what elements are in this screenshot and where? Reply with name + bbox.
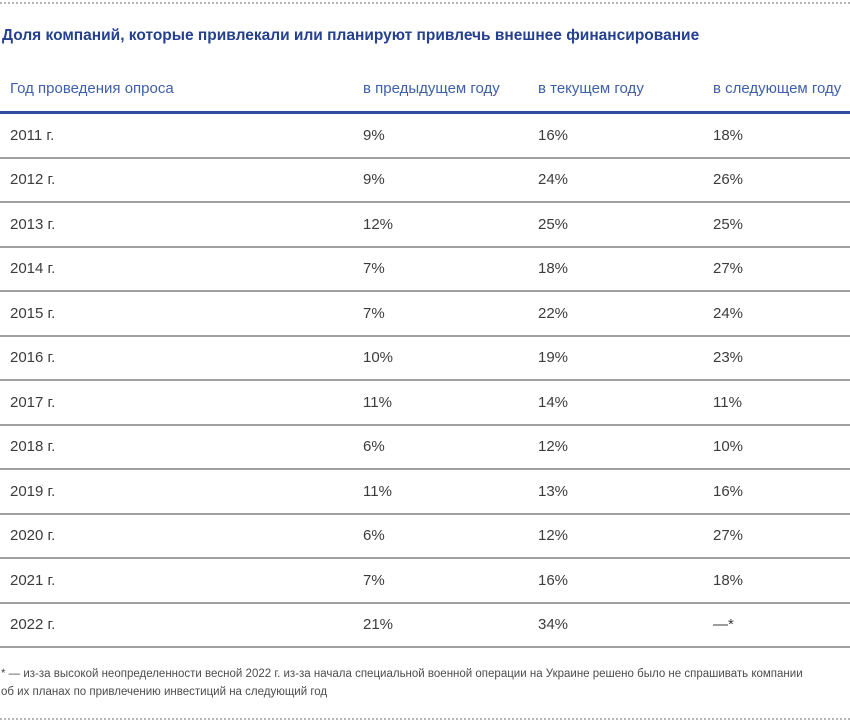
table-row (0, 336, 850, 381)
footnote-line-1: * — из-за высокой неопределенности весной 2022 г. из-за начала специальной военной операции на Украине решено было не спрашивать компании (1, 668, 803, 680)
cell-current-year: 13% (530, 469, 705, 514)
cell-current-year: 16% (530, 113, 705, 158)
cell-next-year: 24% (705, 291, 850, 336)
table-row (0, 247, 850, 292)
year-cell: 2011 г. (0, 113, 355, 158)
year-cell: 2013 г. (0, 202, 355, 247)
cell-previous-year: 11% (355, 380, 530, 425)
table-row (0, 380, 850, 425)
cell-previous-year: 6% (355, 425, 530, 470)
cell-previous-year: 12% (355, 202, 530, 247)
cell-next-year: 23% (705, 336, 850, 381)
table-row (0, 514, 850, 559)
cell-next-year: 16% (705, 469, 850, 514)
cell-previous-year: 10% (355, 336, 530, 381)
cell-previous-year: 9% (355, 158, 530, 203)
cell-current-year: 18% (530, 247, 705, 292)
year-cell: 2017 г. (0, 380, 355, 425)
table-header (0, 60, 850, 113)
year-cell: 2018 г. (0, 425, 355, 470)
cell-previous-year: 21% (355, 603, 530, 648)
year-cell: 2016 г. (0, 336, 355, 381)
cell-current-year: 12% (530, 425, 705, 470)
column-header-current-year: в текущем году (530, 60, 705, 113)
cell-next-year: 11% (705, 380, 850, 425)
cell-previous-year: 6% (355, 514, 530, 559)
footnote (1, 666, 831, 702)
cell-current-year: 19% (530, 336, 705, 381)
cell-next-year: 27% (705, 247, 850, 292)
year-cell: 2020 г. (0, 514, 355, 559)
table-title: Доля компаний, которые привлекали или планируют привлечь внешнее финансирование (2, 27, 700, 44)
year-cell: 2019 г. (0, 469, 355, 514)
cell-next-year: —* (705, 603, 850, 648)
dotted-divider-bottom (0, 718, 850, 720)
cell-next-year: 25% (705, 202, 850, 247)
header-row (0, 60, 850, 113)
cell-current-year: 22% (530, 291, 705, 336)
financing-share-table (0, 60, 850, 648)
table-row (0, 425, 850, 470)
cell-next-year: 18% (705, 558, 850, 603)
cell-next-year: 26% (705, 158, 850, 203)
table-row (0, 202, 850, 247)
table-row (0, 113, 850, 158)
table-row (0, 469, 850, 514)
year-cell: 2012 г. (0, 158, 355, 203)
cell-current-year: 34% (530, 603, 705, 648)
year-cell: 2015 г. (0, 291, 355, 336)
cell-current-year: 12% (530, 514, 705, 559)
cell-next-year: 27% (705, 514, 850, 559)
cell-previous-year: 9% (355, 113, 530, 158)
cell-previous-year: 7% (355, 247, 530, 292)
year-cell: 2014 г. (0, 247, 355, 292)
cell-current-year: 14% (530, 380, 705, 425)
cell-next-year: 18% (705, 113, 850, 158)
column-header-previous-year: в предыдущем году (355, 60, 530, 113)
table-body (0, 113, 850, 648)
cell-previous-year: 7% (355, 558, 530, 603)
cell-current-year: 16% (530, 558, 705, 603)
footnote-line-2: об их планах по привлечению инвестиций на следующий год (1, 685, 328, 698)
column-header-survey-year: Год проведения опроса (0, 60, 355, 113)
cell-previous-year: 11% (355, 469, 530, 514)
dotted-divider-top (0, 2, 850, 4)
table-row (0, 558, 850, 603)
cell-current-year: 25% (530, 202, 705, 247)
table-row (0, 158, 850, 203)
cell-current-year: 24% (530, 158, 705, 203)
cell-next-year: 10% (705, 425, 850, 470)
table-row (0, 603, 850, 648)
year-cell: 2021 г. (0, 558, 355, 603)
year-cell: 2022 г. (0, 603, 355, 648)
cell-previous-year: 7% (355, 291, 530, 336)
column-header-next-year: в следующем году (705, 60, 850, 113)
table-row (0, 291, 850, 336)
